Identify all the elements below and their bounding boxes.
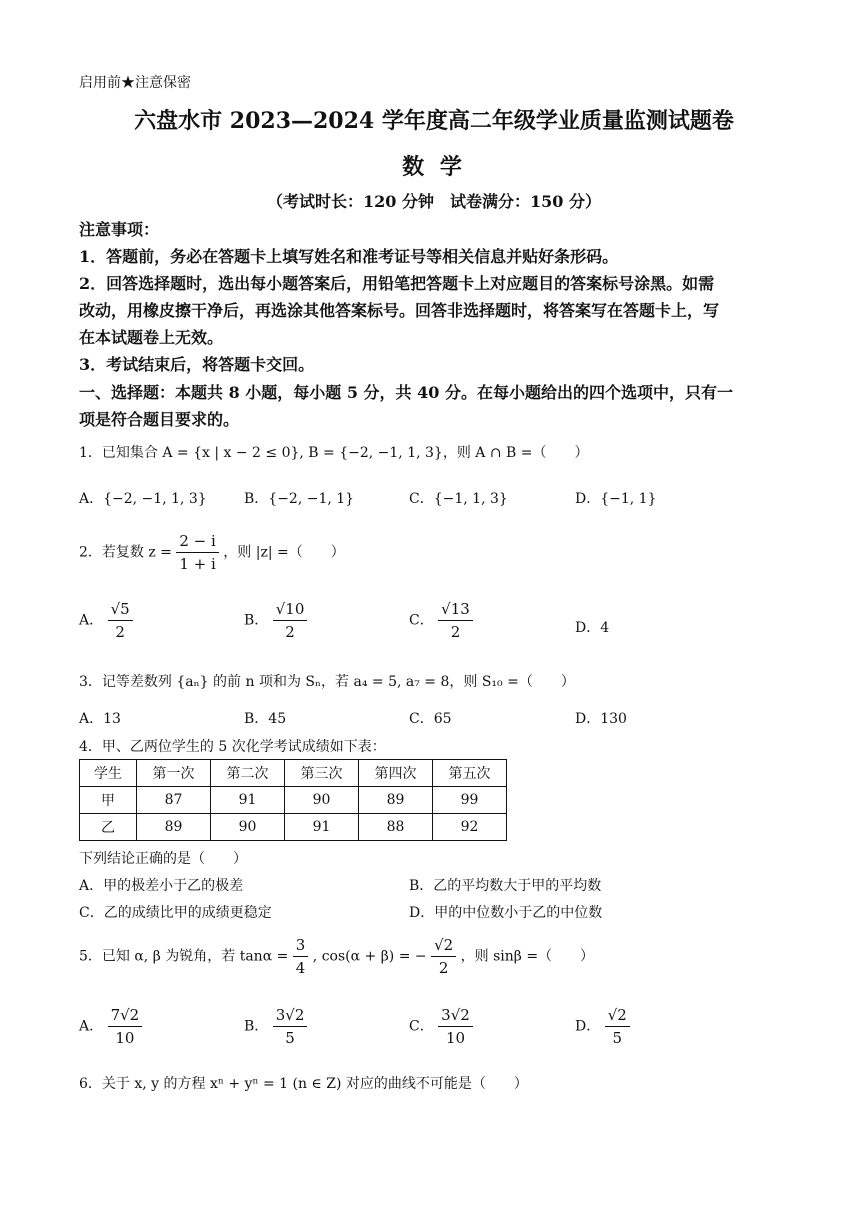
q1-stem: 1．已知集合 A = {x | x − 2 ≤ 0}, B = {−2, −1, 1, 3}，则 A ∩ B =（ ）: [79, 445, 589, 461]
table-cell: 90: [285, 787, 359, 814]
q2-stem-prefix: 2．若复数 z =: [79, 544, 172, 561]
q5-cos-frac: [431, 936, 456, 977]
q4-option-d: D．甲的中位数小于乙的中位数: [409, 905, 603, 921]
table-cell: 88: [359, 814, 433, 841]
q4-option-b: B．乙的平均数大于甲的平均数: [409, 878, 602, 894]
table-cell: 89: [137, 814, 211, 841]
q5-option-a-num: 7√2: [108, 1006, 143, 1027]
q2-option-a-num: √5: [108, 600, 133, 621]
q5-option-b-den: 5: [285, 1029, 295, 1047]
q2-option-a-label: A．: [79, 612, 104, 629]
table-cell: 91: [285, 814, 359, 841]
q5-stem: [79, 936, 594, 977]
q5-option-c-den: 10: [445, 1029, 466, 1047]
q4-option-a: A．甲的极差小于乙的极差: [79, 878, 244, 894]
q2-stem-suffix: ，则 |z| =（ ）: [223, 544, 345, 561]
table-cell: 90: [211, 814, 285, 841]
q5-option-d: [575, 1006, 630, 1047]
table-cell: 99: [433, 787, 507, 814]
note-item-1: 1．答题前，务必在答题卡上填写姓名和准考证号等相关信息并贴好条形码。: [79, 247, 619, 266]
table-cell: 91: [211, 787, 285, 814]
table-cell: 89: [359, 787, 433, 814]
q2-fraction: [176, 532, 218, 573]
q2-option-b-label: B．: [244, 612, 269, 629]
q5-tan-frac: [293, 936, 309, 977]
table-cell: 87: [137, 787, 211, 814]
exam-info: （考试时长：120 分钟 试卷满分：150 分）: [267, 192, 601, 211]
q5-option-d-den: 5: [612, 1029, 623, 1047]
subject-title: 数 学: [402, 154, 466, 180]
note-item-2-line-1: 2．回答选择题时，选出每小题答案后，用铅笔把答题卡上对应题目的答案标号涂黑。如需: [79, 274, 715, 293]
q5-option-b: [244, 1006, 307, 1047]
q2-fraction-num: 2 − i: [176, 532, 218, 553]
q5-option-a-label: A．: [79, 1018, 104, 1035]
q5-option-c: [409, 1006, 473, 1047]
q6-stem: 6．关于 x, y 的方程 xⁿ + yⁿ = 1 (n ∈ Z) 对应的曲线不可能是（ ）: [79, 1076, 528, 1092]
table-header-cell: 第三次: [285, 760, 359, 787]
table-cell: 甲: [80, 787, 137, 814]
q5-tan-den: 4: [295, 959, 306, 977]
section-1-line-2: 项是符合题目要求的。: [79, 410, 240, 429]
q2-fraction-den: 1 + i: [179, 555, 216, 573]
q2-option-c: [409, 600, 473, 641]
q2-option-d: D．4: [575, 620, 610, 636]
q3-option-a: A．13: [79, 711, 121, 727]
table-cell: 乙: [80, 814, 137, 841]
q5-option-d-label: D．: [575, 1018, 601, 1035]
notes-heading: 注意事项：: [79, 220, 160, 239]
q5-option-d-num: √2: [605, 1006, 630, 1027]
note-item-2-line-3: 在本试题卷上无效。: [79, 328, 224, 347]
q2-option-a: [79, 600, 133, 641]
note-item-3: 3．考试结束后，将答题卡交回。: [79, 355, 315, 374]
q5-option-c-frac: [438, 1006, 473, 1047]
q5-option-a-den: 10: [115, 1029, 135, 1047]
table-cell: 92: [433, 814, 507, 841]
q1-option-c: C．{−1, 1, 3}: [409, 491, 508, 507]
q5-option-b-num: 3√2: [273, 1006, 308, 1027]
q2-stem: [79, 532, 345, 573]
table-header-cell: 第四次: [359, 760, 433, 787]
q5-cos-den: 2: [438, 959, 449, 977]
q3-stem: 3．记等差数列 {aₙ} 的前 n 项和为 Sₙ，若 a₄ = 5, a₇ = 8，则 S₁₀ =（ ）: [79, 674, 575, 690]
q4-score-table: [79, 759, 507, 841]
q2-option-c-num: √13: [438, 600, 473, 621]
table-row: [80, 814, 507, 841]
q5-cos-num: √2: [431, 936, 456, 957]
q3-option-d: D．130: [575, 711, 627, 727]
confidential-notice: 启用前★注意保密: [79, 75, 191, 91]
q5-option-a-frac: [108, 1006, 143, 1047]
q1-option-b: B．{−2, −1, 1}: [244, 491, 355, 507]
q2-option-c-label: C．: [409, 612, 434, 629]
table-header-cell: 第一次: [137, 760, 211, 787]
q2-option-c-den: 2: [450, 623, 461, 641]
q5-stem-suffix: ，则 sinβ =（ ）: [460, 948, 595, 965]
q2-option-b-num: √10: [273, 600, 308, 621]
q2-option-c-frac: [438, 600, 473, 641]
table-row: [80, 787, 507, 814]
q2-option-a-den: 2: [115, 623, 125, 641]
table-header-row: [80, 760, 507, 787]
q2-option-a-frac: [108, 600, 133, 641]
q5-option-b-label: B．: [244, 1018, 269, 1035]
table-header-cell: 学生: [80, 760, 137, 787]
q2-option-b-den: 2: [285, 623, 295, 641]
q5-option-c-num: 3√2: [438, 1006, 473, 1027]
q5-option-b-frac: [273, 1006, 308, 1047]
table-header-cell: 第二次: [211, 760, 285, 787]
exam-title: 六盘水市 2023—2024 学年度高二年级学业质量监测试题卷: [134, 108, 734, 134]
q5-stem-prefix: 5．已知 α, β 为锐角，若 tanα =: [79, 948, 289, 965]
q5-option-a: [79, 1006, 142, 1047]
q5-stem-mid: , cos(α + β) = −: [312, 948, 427, 965]
q4-option-c: C．乙的成绩比甲的成绩更稳定: [79, 905, 272, 921]
q1-option-a: A．{−2, −1, 1, 3}: [79, 491, 207, 507]
q2-option-b: [244, 600, 307, 641]
table-header-cell: 第五次: [433, 760, 507, 787]
q2-option-b-frac: [273, 600, 308, 641]
q4-question: 下列结论正确的是（ ）: [79, 851, 247, 867]
q3-option-c: C．65: [409, 711, 452, 727]
q5-option-c-label: C．: [409, 1018, 434, 1035]
note-item-2-line-2: 改动，用橡皮擦干净后，再选涂其他答案标号。回答非选择题时，将答案写在答题卡上，写: [79, 301, 720, 320]
q4-stem: 4．甲、乙两位学生的 5 次化学考试成绩如下表：: [79, 739, 386, 755]
q5-tan-num: 3: [293, 936, 309, 957]
q1-option-d: D．{−1, 1}: [575, 491, 657, 507]
q3-option-b: B．45: [244, 711, 287, 727]
section-1-line-1: 一、选择题：本题共 8 小题，每小题 5 分，共 40 分。在每小题给出的四个选项中，只有一: [79, 383, 733, 402]
q5-option-d-frac: [605, 1006, 630, 1047]
